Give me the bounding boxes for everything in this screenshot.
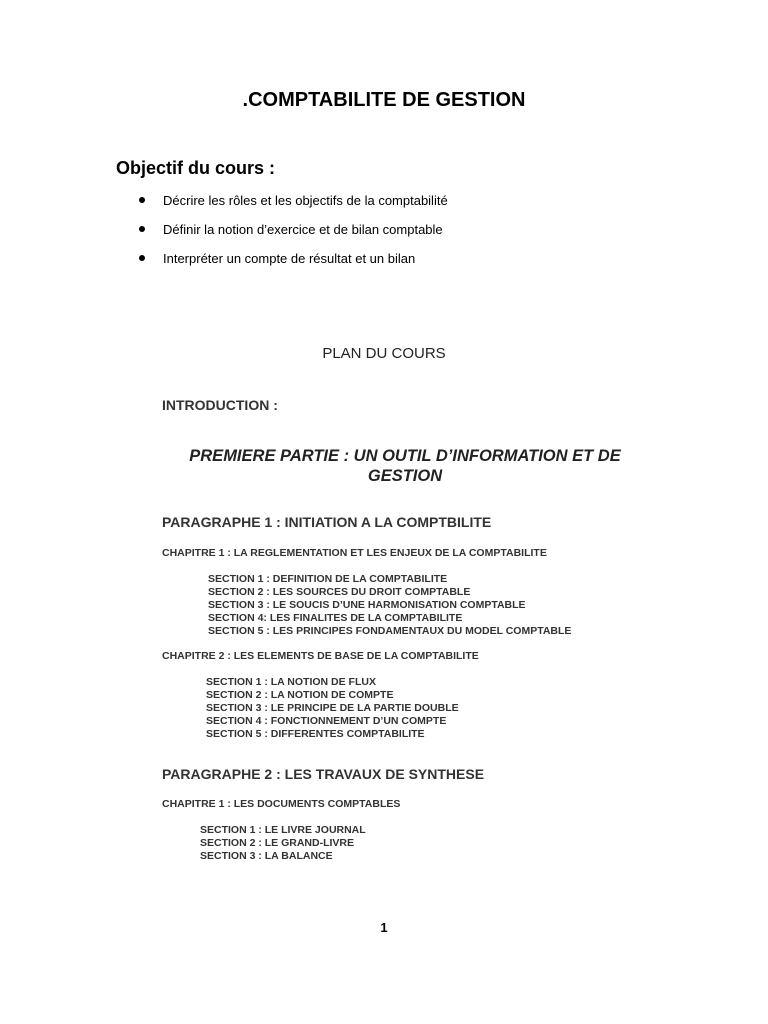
introduction-heading: INTRODUCTION :: [162, 397, 278, 413]
paragraph-1-title: PARAGRAPHE 1 : INITIATION A LA COMPTBILITE: [162, 514, 492, 530]
section-item: SECTION 2 : LA NOTION DE COMPTE: [206, 689, 394, 701]
bullet-icon: [139, 197, 145, 203]
section-item: SECTION 4: LES FINALITES DE LA COMPTABILITE: [208, 612, 463, 624]
objective-text: Définir la notion d’exercice et de bilan comptable: [163, 222, 443, 237]
part-title: PREMIERE PARTIE : UN OUTIL D’INFORMATION ET DE GESTION: [189, 447, 621, 485]
plan-heading: PLAN DU COURS: [322, 345, 446, 362]
bullet-icon: [139, 255, 145, 261]
document-title: .COMPTABILITE DE GESTION: [242, 89, 526, 111]
chapter-2-title: CHAPITRE 2 : LES ELEMENTS DE BASE DE LA COMPTABILITE: [162, 650, 479, 662]
chapter-docs-sections: [200, 824, 366, 863]
objective-item: [138, 221, 448, 250]
section-item: SECTION 2 : LE GRAND-LIVRE: [200, 837, 355, 849]
paragraph-2-title: PARAGRAPHE 2 : LES TRAVAUX DE SYNTHESE: [162, 766, 485, 782]
chapter-1-sections: [208, 573, 571, 638]
section-item: SECTION 5 : DIFFERENTES COMPTABILITE: [206, 728, 425, 740]
page-number: 1: [380, 920, 388, 935]
objective-item: [138, 250, 448, 279]
objective-text: Décrire les rôles et les objectifs de la comptabilité: [163, 193, 448, 208]
chapter-2-sections: [206, 676, 459, 741]
section-item: SECTION 2 : LES SOURCES DU DROIT COMPTABLE: [208, 586, 471, 598]
section-item: SECTION 1 : LE LIVRE JOURNAL: [200, 824, 366, 836]
section-item: SECTION 3 : LA BALANCE: [200, 850, 333, 862]
chapter-1-title: CHAPITRE 1 : LA REGLEMENTATION ET LES ENJEUX DE LA COMPTABILITE: [162, 547, 547, 559]
section-item: SECTION 4 : FONCTIONNEMENT D’UN COMPTE: [206, 715, 447, 727]
bullet-icon: [139, 226, 145, 232]
section-item: SECTION 3 : LE PRINCIPE DE LA PARTIE DOUBLE: [206, 702, 459, 714]
objectives-list: [138, 192, 448, 279]
section-item: SECTION 1 : DEFINITION DE LA COMPTABILITE: [208, 573, 448, 585]
section-item: SECTION 5 : LES PRINCIPES FONDAMENTAUX DU MODEL COMPTABLE: [208, 625, 572, 637]
objective-item: [138, 192, 448, 221]
objective-text: Interpréter un compte de résultat et un bilan: [163, 251, 416, 266]
objectives-heading: Objectif du cours :: [116, 158, 276, 178]
section-item: SECTION 1 : LA NOTION DE FLUX: [206, 676, 376, 688]
section-item: SECTION 3 : LE SOUCIS D’UNE HARMONISATION COMPTABLE: [208, 599, 526, 611]
chapter-docs-title: CHAPITRE 1 : LES DOCUMENTS COMPTABLES: [162, 798, 401, 810]
